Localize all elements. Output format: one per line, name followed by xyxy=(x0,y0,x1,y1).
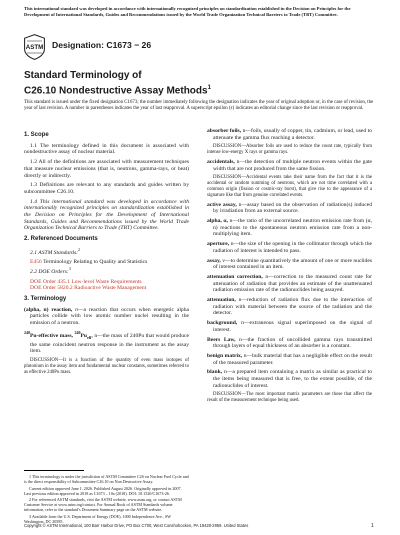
title-footnote-marker: 1 xyxy=(207,85,211,91)
e456-link[interactable]: E456 xyxy=(30,259,42,266)
def-background: background, n—extraneous signal superimposed on the signal of interest. xyxy=(207,320,372,333)
ref-astm-standards: 2.1 ASTM Standards:$^2$ xyxy=(30,246,81,256)
def-aperture: aperture, n—the size of the opening in the collimator through which the radiation of interest is intended to pass. xyxy=(207,241,372,254)
doe-5820-2-link[interactable]: DOE Order 5820.2 Radioactive Waste Management xyxy=(30,285,147,292)
discussion-blank: DISCUSSION—The most important matrix parameters are those that affect the result of the measurement technique being used. xyxy=(207,392,372,404)
ref-doe-435-1 xyxy=(30,279,189,286)
designation: Designation: C1673 − 26 xyxy=(52,40,152,50)
section-scope-heading: 1. Scope xyxy=(24,132,49,138)
copyright-line: Copyright © ASTM International, 100 Barr Harbor Drive, PO Box C700, West Conshohocken, PA 19428-2959. United States xyxy=(24,523,249,528)
page-number: 1 xyxy=(371,523,374,529)
section-referenced-docs-heading: 2. Referenced Documents xyxy=(24,236,98,243)
def-assay: assay, v—to determine quantitatively the amount of one or more nuclides of interest contained in an item. xyxy=(207,257,372,271)
def-pu-effective-mass: $^{240}$Pu-effective mass, $^{240}Pu_{eff}$, n—the mass of 240Pu that would produce the same coincident neutron response in the instrument as the assay item. xyxy=(24,329,189,355)
footnotes xyxy=(24,474,189,525)
footnote-1: 1 This terminology is under the jurisdiction of ASTM Committee C26 on Nuclear Fuel Cycle and is the direct responsibility of Subcommittee C26.10 on Non Destructive Assay. xyxy=(24,474,189,484)
svg-text:ASTM: ASTM xyxy=(25,44,44,52)
title-line-1: Standard Terminology of xyxy=(24,70,142,81)
discussion-pu-effective-mass: DISCUSSION—It is a function of the quantity of even mass isotopes of plutonium in the assay item and fundamental nuclear constants, sometimes referred to as effective 240Pu mass. xyxy=(24,357,189,375)
discussion-accidentals: DISCUSSION—Accidental events take their name from the fact that it is the accidental or random summing of neutrons, which are not time correlated with a common origin (fission or cosmic-ray burst), that give rise to the appearance of a signature like that from genuine correlated events. xyxy=(207,175,372,198)
doe-435-1-link[interactable]: DOE Order 435.1 Low-level Waste Requirements xyxy=(30,278,142,285)
def-attenuation-correction: attenuation correction, n—correction to the measured count rate for attenuation of radiation that provides an estimate of the unattenuated radiation emission rate of the radionuclides being assayed. xyxy=(207,273,372,294)
footnote-3: 3 Available from the U.S. Department of Energy (DOE), 1000 Independence Ave., SW Washington, DC 20585. xyxy=(24,513,171,524)
def-attenuation: attenuation, n—reduction of radiation flux due to the interaction of radiation with material between the source of the radiation and the detector. xyxy=(207,297,372,317)
discussion-absorber-foils: DISCUSSION—Absorber foils are used to reduce the count rate, typically from intense low-energy X rays or gamma rays. xyxy=(207,144,372,156)
def-active-assay: active assay, n—assay based on the observation of radiation(s) induced by irradiation from an external source. xyxy=(207,201,372,215)
para-1-1: 1.1 The terminology defined in this document is associated with nondestructive assay of nuclear material. xyxy=(24,142,189,156)
def-alpha: alpha, α, n—the ratio of the uncorrelated neutron emission rate from (α, n) reactions to the spontaneous neutron emission rate from a non-multiplying item. xyxy=(207,218,372,238)
right-column xyxy=(207,128,372,407)
def-accidentals: accidentals, n—the detection of multiple neutron events within the gate width that are not produced from the same fission. xyxy=(207,159,372,172)
def-alpha-n-reaction: (alpha, n) reaction, n—a reaction that occurs when energetic alpha particles collide with low atomic number nuclei resulting in the emission of a neutron. xyxy=(24,306,189,327)
footnote-edition: Current edition approved June 1, 2026. Published August 2026. Originally approved in 2007. Last previous edition approved in 2018 as C1673 – 10a (2018). DOI: 10.1520/C1673-26. xyxy=(24,485,182,496)
document-title xyxy=(24,69,376,97)
left-column xyxy=(24,128,189,378)
ref-doe-5820-2 xyxy=(30,285,189,292)
footnote-divider xyxy=(24,470,84,471)
ref-doe-orders: 2.2 DOE Orders:$^3$ xyxy=(30,266,71,275)
tbt-notice: This international standard was developed in accordance with internationally recognized principles on standardization established in the Decision on Principles for the Development of International Standards, Guides and Recommendations issued by the World Trade Organization Technical Barriers to Trade (TBT) Committee. xyxy=(24,6,351,17)
def-absorber-foils: absorber foils, n—foils, usually of copper, tin, cadmium, or lead, used to attenuate the gamma flux reaching a detector. xyxy=(207,128,372,141)
def-beers-law: Beers Law, n—the fraction of uncollided gamma rays transmitted through layers of equal thickness of an absorber is a constant. xyxy=(207,336,372,350)
section-terminology-heading: 3. Terminology xyxy=(24,296,67,303)
def-blank: blank, n—a prepared item containing a matrix as similar as practical to the items being measured that is free, to the extent possible, of the radionuclides of interest. xyxy=(207,369,372,389)
ref-e456: E456 Terminology Relating to Quality and Statistics xyxy=(30,259,148,266)
para-1-2: 1.2 All of the definitions are associated with measurement techniques that measure nuclear emissions (that is, neutrons, gamma-rays, or heat) directly or indirectly. xyxy=(24,159,189,179)
title-line-2: C26.10 Nondestructive Assay Methods$^1$ xyxy=(24,85,211,97)
footnote-2: 2 For referenced ASTM standards, visit the ASTM website, www.astm.org, or contact ASTM Customer Service at www.astm.org/contact. For Annual Book of ASTM Standards volume information, refer to the standard's Document Summary page on the ASTM website. xyxy=(24,497,182,512)
para-1-3: 1.3 Definitions are relevant to any standards and guides written by subcommittee C26.10. xyxy=(24,182,189,195)
def-benign-matrix: benign matrix, n—bulk material that has a negligible effect on the result of the measured parameter. xyxy=(207,352,372,366)
astm-logo-icon xyxy=(24,34,45,60)
para-1-4: 1.4 This international standard was developed in accordance with internationally recognized principles on standardization established in the Decision on Principles for the Development of International Standards, Guides and Recommendations issued by the World Trade Organization Technical Barriers to Trade (TBT) Committee. xyxy=(24,198,189,232)
standard-issuance-note: This standard is issued under the fixed designation C1673; the number immediately following the designation indicates the year of original adoption or, in the case of revision, the year of last revision. A number in parentheses indicates the year of last reapproval. A superscript epsilon (ε) indicates an editorial change since the last revision or reapproval. xyxy=(24,100,374,111)
